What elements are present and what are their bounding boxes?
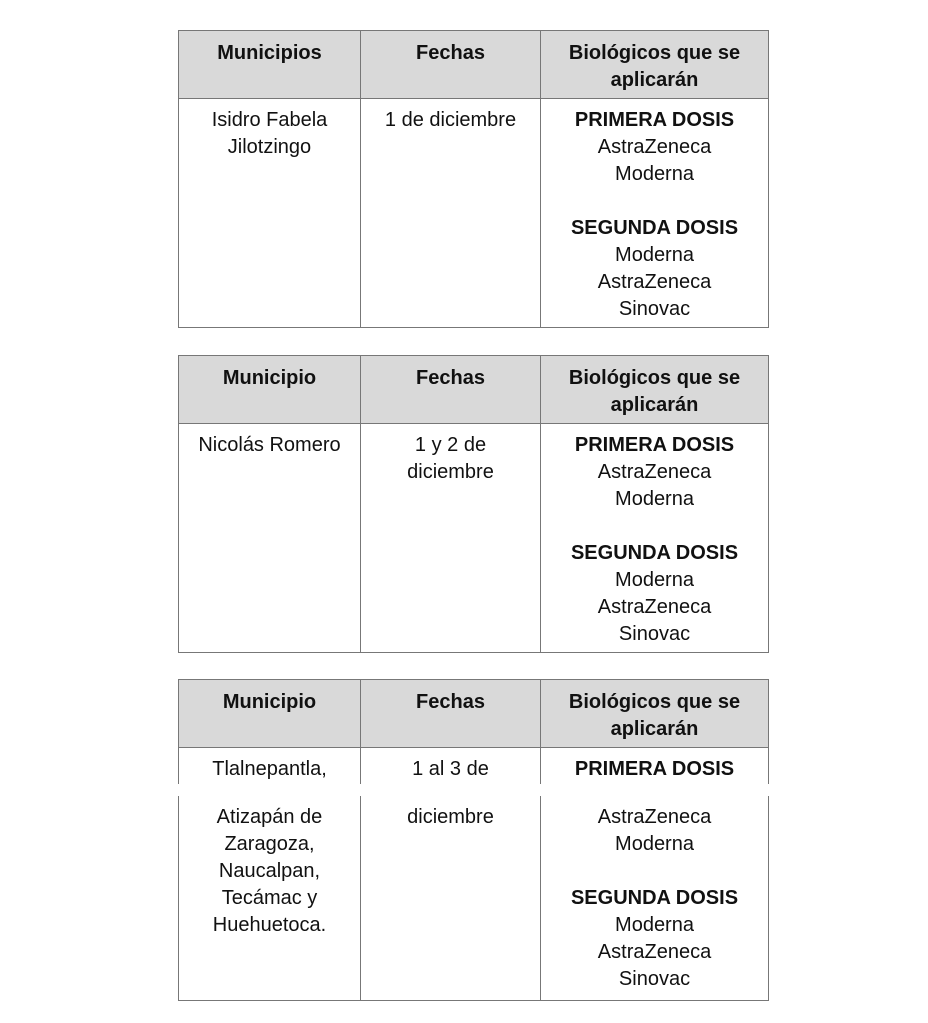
header-fechas: Fechas [361,31,541,99]
primera-dosis-label: PRIMERA DOSIS [574,434,735,456]
header-fechas: Fechas [361,680,541,748]
biologicos-cell [541,796,769,1000]
municipios-cell [179,424,361,653]
municipio-name: Huehuetoca. [212,914,327,936]
fecha-text: 1 al 3 de [412,758,489,780]
header-biologicos: Biológicos que se aplicarán [541,31,769,99]
header-biologicos: Biológicos que se aplicarán [541,680,769,748]
vaccine-name: Moderna [615,914,694,936]
segunda-dosis-label: SEGUNDA DOSIS [570,217,739,239]
fecha-text: 1 y 2 de [414,434,487,456]
municipios-cell [179,796,361,1000]
fecha-text: 1 de diciembre [384,109,517,131]
biologicos-cell [541,99,769,328]
municipio-name: Nicolás Romero [198,434,341,456]
municipio-name: Tecámac y [221,887,318,909]
vaccine-table-2 [178,355,768,653]
primera-dosis-label: PRIMERA DOSIS [574,109,735,131]
fecha-text: diciembre [407,461,494,483]
vaccine-name: Sinovac [618,623,691,645]
vaccine-name: AstraZeneca [597,941,712,963]
vaccine-name: AstraZeneca [597,136,712,158]
vaccine-name: Moderna [615,833,694,855]
municipio-name: Isidro Fabela [211,109,328,131]
fecha-text: diciembre [407,806,494,828]
municipio-name: Tlalnepantla, [212,758,327,780]
biologicos-cell [541,424,769,653]
segunda-dosis-label: SEGUNDA DOSIS [570,542,739,564]
header-municipios: Municipios [179,31,361,99]
vaccine-name: AstraZeneca [597,271,712,293]
primera-dosis-label: PRIMERA DOSIS [574,758,735,780]
municipio-name: Jilotzingo [227,136,312,158]
header-biologicos: Biológicos que se aplicarán [541,356,769,424]
municipio-name: Zaragoza, [224,833,315,855]
vaccine-name: AstraZeneca [597,461,712,483]
segunda-dosis-label: SEGUNDA DOSIS [570,887,739,909]
fechas-cell [361,796,541,1000]
vaccine-name: Sinovac [618,968,691,990]
vaccine-name: Moderna [615,163,694,185]
municipios-cell [179,748,361,784]
municipio-name: Naucalpan, [218,860,321,882]
vaccine-name: Moderna [615,244,694,266]
biologicos-cell [541,748,769,784]
fechas-cell [361,748,541,784]
vaccine-table-3-top [178,679,768,784]
header-municipio: Municipio [179,680,361,748]
vaccine-name: AstraZeneca [597,596,712,618]
header-fechas: Fechas [361,356,541,424]
municipios-cell [179,99,361,328]
vaccine-table-1 [178,30,768,328]
municipio-name: Atizapán de [216,806,323,828]
vaccine-name: Sinovac [618,298,691,320]
vaccine-table-3-bottom [178,796,768,1001]
fechas-cell [361,99,541,328]
vaccine-name: Moderna [615,488,694,510]
vaccine-name: AstraZeneca [597,806,712,828]
fechas-cell [361,424,541,653]
header-municipio: Municipio [179,356,361,424]
vaccine-name: Moderna [615,569,694,591]
